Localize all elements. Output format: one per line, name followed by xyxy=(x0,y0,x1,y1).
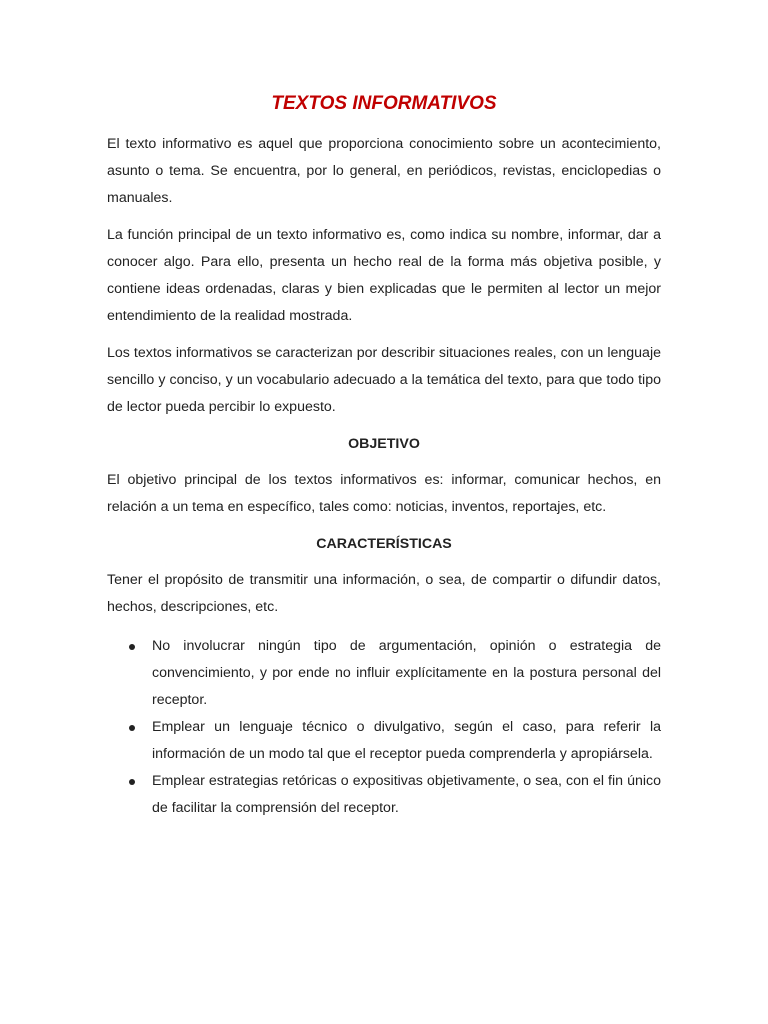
bullet-icon xyxy=(129,644,135,650)
bullet-icon xyxy=(129,725,135,731)
section-heading-objetivo: OBJETIVO xyxy=(348,436,420,452)
document-title: TEXTOS INFORMATIVOS xyxy=(271,93,497,114)
intro-paragraph-1: El texto informativo es aquel que proporciona conocimiento sobre un acontecimiento, asunto o tema. Se encuentra, por lo general, en periódicos, revistas, enciclopedias o manuales. xyxy=(107,136,661,206)
intro-paragraph-3: Los textos informativos se caracterizan por describir situaciones reales, con un lenguaje sencillo y conciso, y un vocabulario adecuado a la temática del texto, para que todo tipo de lector pueda percibir lo expuesto. xyxy=(107,345,661,415)
list-item xyxy=(107,633,661,714)
caracteristicas-paragraph: Tener el propósito de transmitir una información, o sea, de compartir o difundir datos, hechos, descripciones, etc. xyxy=(107,572,661,615)
bullet-icon xyxy=(129,779,135,785)
list-item-text: Emplear estrategias retóricas o expositivas objetivamente, o sea, con el fin único de facilitar la comprensión del receptor. xyxy=(152,773,661,816)
list-item xyxy=(107,714,661,768)
document-content xyxy=(107,92,661,822)
list-item xyxy=(107,768,661,822)
objetivo-paragraph: El objetivo principal de los textos informativos es: informar, comunicar hechos, en relación a un tema en específico, tales como: noticias, inventos, reportajes, etc. xyxy=(107,472,661,515)
intro-paragraph-2: La función principal de un texto informativo es, como indica su nombre, informar, dar a conocer algo. Para ello, presenta un hecho real de la forma más objetiva posible, y contiene ideas ordenadas, claras y bien explicadas que le permiten al lector un mejor entendimiento de la realidad mostrada. xyxy=(107,227,661,324)
list-item-text: No involucrar ningún tipo de argumentación, opinión o estrategia de convencimiento, y por ende no influir explícitamente en la postura personal del receptor. xyxy=(152,638,661,708)
list-item-text: Emplear un lenguaje técnico o divulgativo, según el caso, para referir la información de un modo tal que el receptor pueda comprenderla y apropiársela. xyxy=(152,719,661,762)
caracteristicas-bullet-list xyxy=(107,633,661,822)
section-heading-caracteristicas: CARACTERÍSTICAS xyxy=(316,536,452,552)
